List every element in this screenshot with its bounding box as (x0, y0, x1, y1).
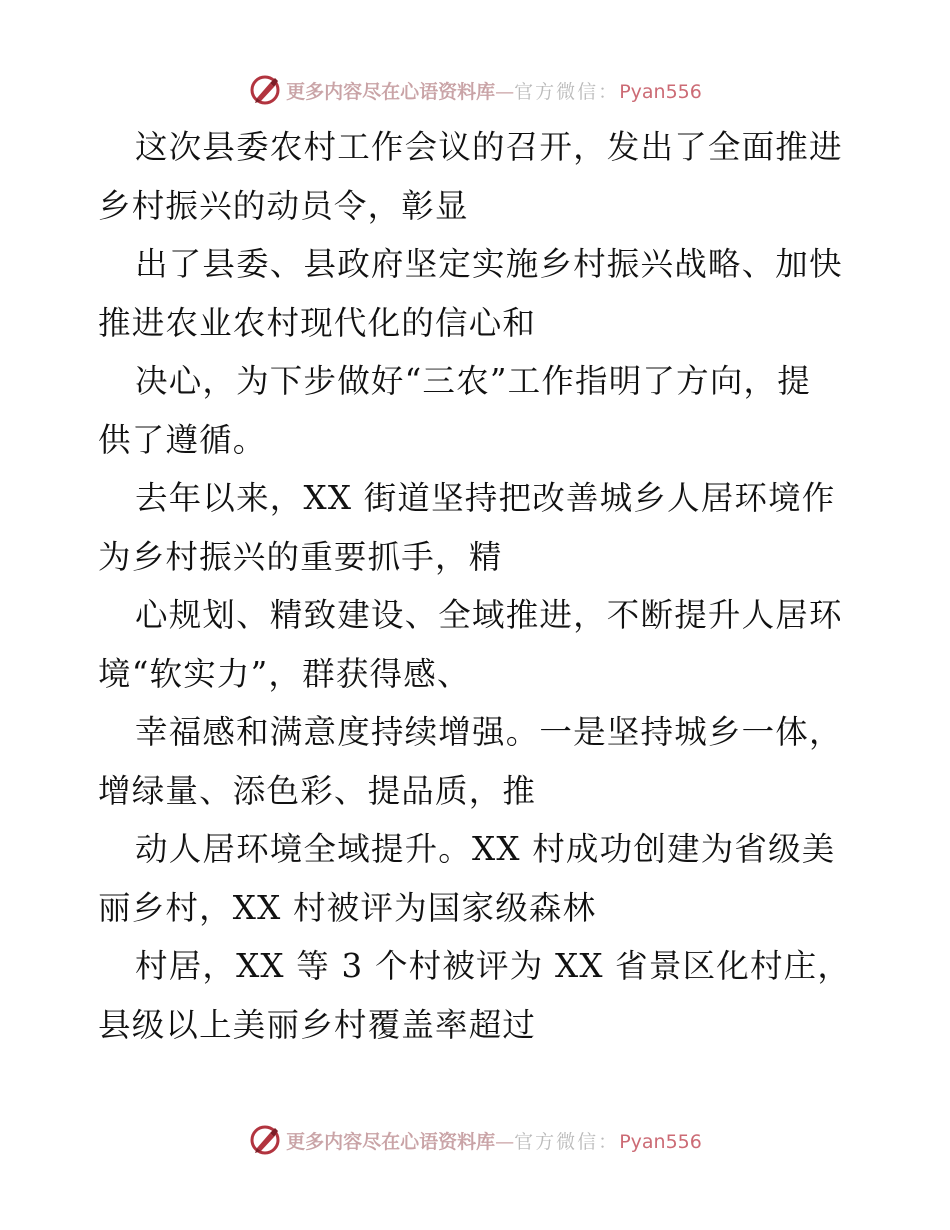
text-line: 心规划、精致建设、全域推进，不断提升人居环 (135, 596, 843, 634)
text-line: 乡村振兴的动员令，彰显 (98, 186, 469, 225)
banner-dash: — (495, 80, 515, 103)
text-line: 决心，为下步做好“三农”工作指明了方向，提 (135, 362, 811, 400)
banner-label: 官方微信： (514, 80, 620, 103)
pen-logo-icon (248, 73, 282, 107)
banner-dash: — (495, 1130, 515, 1153)
text-line: 供了遵循。 (98, 420, 267, 459)
text-line: 县级以上美丽乡村覆盖率超过 (98, 1005, 537, 1044)
header-watermark (0, 70, 950, 110)
text-line: 境“软实力”，群获得感、 (98, 654, 471, 693)
pen-logo-icon (248, 1123, 282, 1157)
text-line: 村居，XX 等 3 个村被评为 XX 省景区化村庄， (135, 947, 852, 985)
document-body (98, 118, 858, 1054)
text-line: 这次县委农村工作会议的召开，发出了全面推进 (135, 128, 843, 166)
text-line: 出了县委、县政府坚定实施乡村振兴战略、加快 (135, 245, 843, 283)
banner-main-text: 更多内容尽在心语资料库 (286, 80, 496, 103)
text-line: 为乡村振兴的重要抓手，精 (98, 537, 503, 576)
banner-wechat-id: Pyan556 (619, 80, 702, 103)
banner-label: 官方微信： (514, 1130, 620, 1153)
text-line: 推进农业农村现代化的信心和 (98, 303, 537, 342)
text-line: 动人居环境全域提升。XX 村成功创建为省级美 (135, 830, 836, 868)
text-line: 幸福感和满意度持续增强。一是坚持城乡一体， (135, 713, 843, 751)
banner-wechat-id: Pyan556 (619, 1130, 702, 1153)
text-line: 丽乡村，XX 村被评为国家级森林 (98, 888, 597, 927)
banner-main-text: 更多内容尽在心语资料库 (286, 1130, 496, 1153)
text-line: 增绿量、添色彩、提品质，推 (98, 771, 537, 810)
footer-watermark (0, 1120, 950, 1160)
text-line: 去年以来，XX 街道坚持把改善城乡人居环境作 (135, 479, 836, 517)
